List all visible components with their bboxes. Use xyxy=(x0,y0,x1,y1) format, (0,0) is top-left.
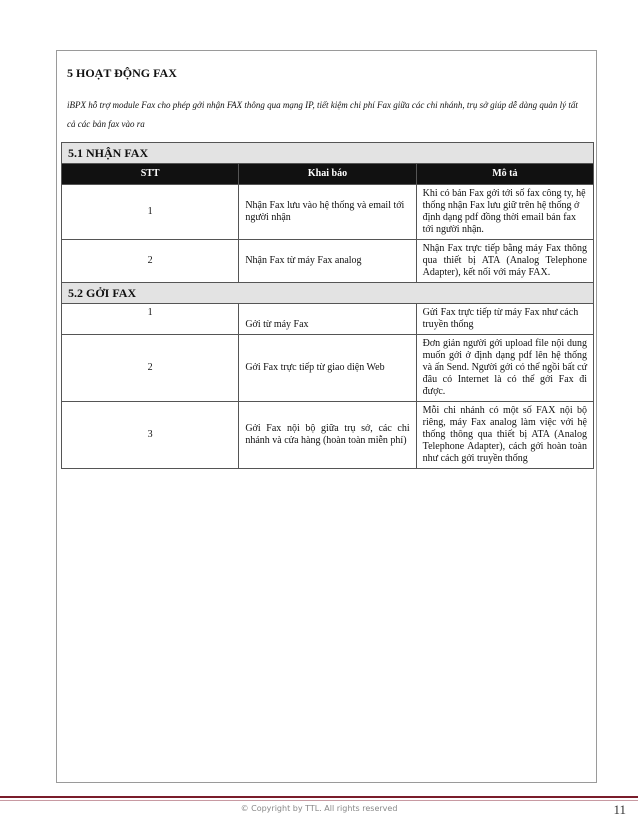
header-declaration: Khai báo xyxy=(239,164,416,185)
table-header-row xyxy=(62,164,594,185)
send-section-title: 5.2 GỞI FAX xyxy=(62,283,594,304)
receive-section-row xyxy=(62,143,594,164)
row-stt: 2 xyxy=(62,335,239,402)
row-description: Mỗi chi nhánh có một số FAX nội bộ riêng, máy Fax analog làm việc với hệ thống thông qua thiết bị ATA (Analog Telephone Adapter), cách gởi hoàn toàn như cách gởi truyền thống xyxy=(416,402,593,469)
row-description: Gửi Fax trực tiếp từ máy Fax như cách truyền thống xyxy=(416,304,593,335)
row-declaration: Gởi Fax nội bộ giữa trụ sở, các chi nhánh và cửa hàng (hoàn toàn miễn phí) xyxy=(239,402,416,469)
row-declaration: Nhận Fax từ máy Fax analog xyxy=(239,240,416,283)
footer-rule xyxy=(0,796,638,798)
footer-rule-thin xyxy=(0,800,638,801)
footer-copyright: © Copyright by TTL. All rights reserved xyxy=(240,804,398,813)
fax-table xyxy=(61,142,594,469)
section-intro: iBPX hỗ trợ module Fax cho phép gởi nhận FAX thông qua mạng IP, tiết kiệm chi phí Fax giữa các chi nhánh, trụ sở giúp dễ dàng quản lý tất cả các bản fax vào ra xyxy=(67,100,578,129)
row-declaration: Nhận Fax lưu vào hệ thống và email tới người nhận xyxy=(239,185,416,240)
row-stt: 3 xyxy=(62,402,239,469)
table-row xyxy=(62,185,594,240)
header-stt: STT xyxy=(62,164,239,185)
row-declaration: Gởi từ máy Fax xyxy=(239,304,416,335)
row-description: Nhận Fax trực tiếp bằng máy Fax thông qua thiết bị ATA (Analog Telephone Adapter), kết nối với máy FAX. xyxy=(416,240,593,283)
header-description: Mô tả xyxy=(416,164,593,185)
row-stt: 2 xyxy=(62,240,239,283)
send-section-row xyxy=(62,283,594,304)
page-number: 11 xyxy=(613,802,626,817)
row-stt: 1 xyxy=(62,304,239,335)
row-declaration: Gởi Fax trực tiếp từ giao diện Web xyxy=(239,335,416,402)
table-row xyxy=(62,402,594,469)
table-row xyxy=(62,335,594,402)
section-heading: 5 HOẠT ĐỘNG FAX xyxy=(67,66,177,80)
table-row xyxy=(62,304,594,335)
table-row xyxy=(62,240,594,283)
row-description: Đơn giản người gởi upload file nội dung muốn gởi ở định dạng pdf lên hệ thống và ấn Send. Người gởi có thể ngồi bất cứ đâu có Internet là có thể gởi Fax đi được. xyxy=(416,335,593,402)
row-description: Khi có bản Fax gởi tới số fax công ty, hệ thống nhận Fax lưu giữ trên hệ thống ở định dạng pdf đồng thời email bản fax tới người nhận. xyxy=(416,185,593,240)
receive-section-title: 5.1 NHẬN FAX xyxy=(62,143,594,164)
row-stt: 1 xyxy=(62,185,239,240)
